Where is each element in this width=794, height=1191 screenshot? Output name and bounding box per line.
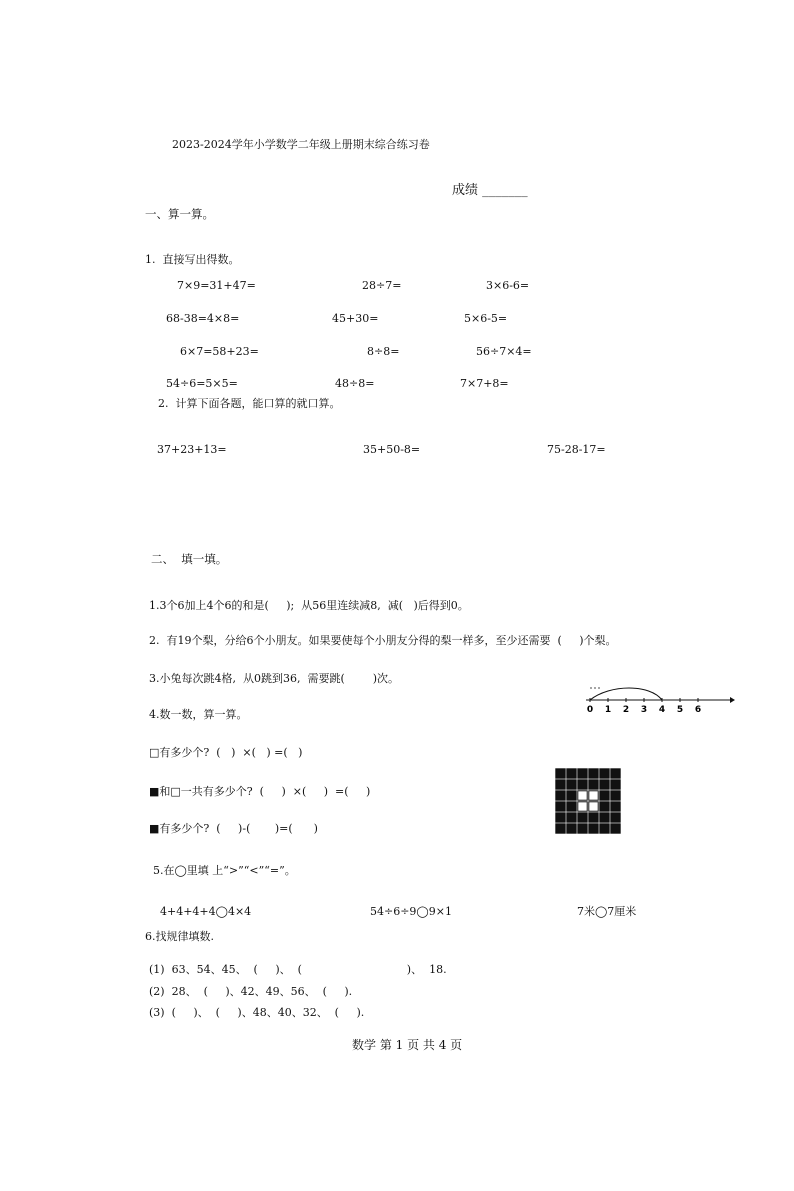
fill-question-2: 2. 有19个梨，分给6个小朋友。如果要使每个小朋友分得的梨一样多，至少还需要 ( )个梨。 — [149, 634, 617, 647]
number-line-figure — [580, 682, 735, 714]
page-footer: 数学 第 1 页 共 4 页 — [352, 1038, 463, 1052]
black-square — [556, 802, 565, 811]
black-square — [578, 813, 587, 822]
black-square — [611, 802, 620, 811]
black-square — [589, 780, 598, 789]
white-square — [578, 802, 587, 811]
compare-item: 7米◯7厘米 — [577, 905, 637, 918]
fill-question-6-label: 6.找规律填数. — [145, 930, 214, 943]
black-square — [556, 769, 565, 778]
calc-item: 5×6-5= — [464, 312, 508, 325]
black-square — [567, 791, 576, 800]
black-square — [567, 769, 576, 778]
black-square — [556, 824, 565, 833]
white-square — [589, 791, 598, 800]
fill-question-4-label: 4.数一数，算一算。 — [149, 708, 248, 721]
black-square — [611, 780, 620, 789]
black-square — [556, 791, 565, 800]
black-square — [556, 780, 565, 789]
fill-question-3: 3.小兔每次跳4格, 从0跳到36, 需要跳( )次。 — [149, 672, 400, 685]
tick-label: 0 — [586, 705, 594, 714]
calc-item: 68-38=4×8= — [166, 312, 240, 325]
pattern-line: (2) 28、 ( )、42、49、56、 ( ). — [149, 985, 353, 998]
section-2-heading: 二、 填一填。 — [151, 552, 228, 566]
number-line-arrow — [730, 697, 735, 703]
calc-item: 6×7=58+23= — [180, 345, 259, 358]
calc-item: 54÷6=5×5= — [166, 377, 238, 390]
fill-question-5-label: 5.在◯里填 上“>”“<”“=”。 — [153, 864, 296, 877]
score-field: 成绩 _______ — [452, 183, 528, 198]
q2-label: 2. 计算下面各题，能口算的就口算。 — [158, 397, 341, 410]
q1-label: 1. 直接写出得数。 — [145, 253, 240, 266]
black-square — [611, 791, 620, 800]
black-square — [600, 769, 609, 778]
count-line: ■有多少个? ( )-( )=( ) — [149, 822, 318, 835]
compare-item: 4+4+4+4◯4×4 — [160, 905, 252, 918]
black-square — [578, 780, 587, 789]
black-square — [567, 824, 576, 833]
calc-item: 8÷8= — [367, 345, 400, 358]
black-square — [600, 791, 609, 800]
page-title: 2023-2024学年小学数学二年级上册期末综合练习卷 — [172, 138, 430, 151]
pattern-line: (1) 63、54、45、 ( )、 ( )、 18. — [149, 963, 447, 976]
black-square — [600, 813, 609, 822]
white-square — [589, 802, 598, 811]
calc-item: 35+50-8= — [363, 443, 421, 456]
black-square — [589, 824, 598, 833]
black-square — [600, 824, 609, 833]
black-square — [567, 802, 576, 811]
calc-item: 48÷8= — [335, 377, 375, 390]
section-1-heading: 一、算一算。 — [145, 207, 214, 221]
black-square — [567, 813, 576, 822]
black-square — [611, 813, 620, 822]
tick-label: 5 — [676, 705, 684, 714]
calc-item: 56÷7×4= — [476, 345, 532, 358]
calc-item: 45+30= — [332, 312, 379, 325]
black-square — [611, 769, 620, 778]
fill-question-1: 1.3个6加上4个6的和是( ); 从56里连续减8, 减( )后得到0。 — [149, 599, 469, 612]
calc-item: 28÷7= — [362, 279, 402, 292]
square-grid-figure — [555, 768, 623, 836]
count-line: ■和□一共有多少个? ( ) ×( ) =( ) — [149, 785, 371, 798]
tick-label: 6 — [694, 705, 702, 714]
black-square — [578, 824, 587, 833]
tick-label: 3 — [640, 705, 648, 714]
calc-item: 7×9=31+47= — [177, 279, 256, 292]
black-square — [578, 769, 587, 778]
black-square — [567, 780, 576, 789]
pattern-line: (3) ( )、 ( )、48、40、32、 ( ). — [149, 1006, 365, 1019]
grid-cells — [556, 769, 620, 833]
black-square — [556, 813, 565, 822]
tick-label: 4 — [658, 705, 666, 714]
compare-item: 54÷6÷9◯9×1 — [370, 905, 452, 918]
black-square — [600, 780, 609, 789]
calc-item: 37+23+13= — [157, 443, 227, 456]
white-square — [578, 791, 587, 800]
calc-item: 7×7+8= — [460, 377, 509, 390]
tick-label: 2 — [622, 705, 630, 714]
calc-item: 3×6-6= — [486, 279, 530, 292]
black-square — [600, 802, 609, 811]
black-square — [589, 769, 598, 778]
tick-label: 1 — [604, 705, 612, 714]
calc-item: 75-28-17= — [547, 443, 606, 456]
count-line: □有多少个? ( ) ×( ) =( ) — [149, 746, 303, 759]
black-square — [589, 813, 598, 822]
black-square — [611, 824, 620, 833]
